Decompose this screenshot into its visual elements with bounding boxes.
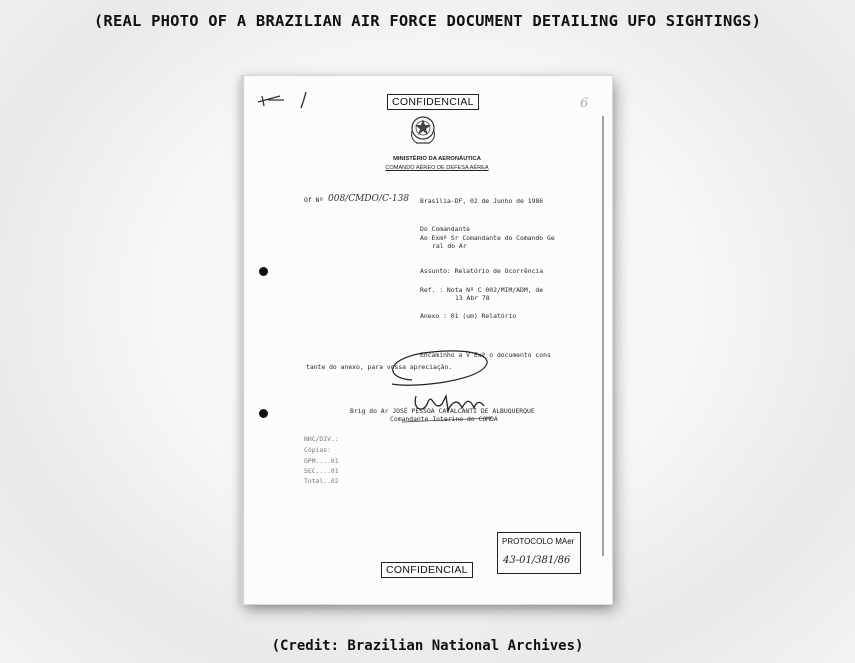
from-line: Do Comandante: [420, 225, 471, 233]
reference-prefix: Of Nº: [304, 196, 324, 204]
command-heading: COMANDO AÉREO DE DEFESA AÉREA: [385, 165, 489, 171]
ministry-heading: MINISTÉRIO DA AERONÁUTICA: [393, 156, 481, 162]
document-page: [242, 76, 612, 604]
to-line-1: Ao Exmº Sr Comandante do Comando Ge: [420, 234, 555, 242]
protocol-label: PROTOCOLO MAer: [502, 537, 575, 546]
punch-hole-icon: [259, 409, 268, 418]
credit-caption: (Credit: Brazilian National Archives): [271, 638, 584, 654]
to-line-2: ral do Ar: [432, 242, 467, 250]
distribution-item: GPM....01: [304, 457, 339, 465]
protocol-number: 43-01/381/86: [503, 555, 571, 566]
punch-hole-icon: [259, 267, 268, 276]
page-edge-line: [602, 116, 604, 556]
body-line-1: Encaminho a V Exª o documento cons: [420, 351, 551, 359]
body-line-2: tante do anexo, para vossa apreciação.: [306, 363, 453, 371]
page-number-mark: 6: [580, 96, 589, 111]
distribution-item: SEC....01: [304, 467, 339, 475]
signatory-name: Brig do Ar JOSÉ PESSOA CAVALCANTI DE ALBUQUERQUE: [350, 407, 535, 415]
protocol-stamp: [497, 532, 581, 574]
handwritten-marks: [254, 88, 324, 110]
reference-line-2: 13 Abr 78: [455, 294, 490, 302]
page-edge-shadow: [242, 76, 245, 604]
confidential-stamp-bottom: CONFIDENCIAL: [381, 562, 473, 578]
coat-of-arms-seal: [407, 113, 439, 147]
confidential-stamp-top: CONFIDENCIAL: [387, 94, 479, 110]
subject-line: Assunto: Relatório de Ocorrência: [420, 267, 544, 275]
annex-line: Anexo : 01 (um) Relatório: [420, 312, 517, 320]
distribution-item: Total..02: [304, 477, 339, 485]
distribution-item: Cópias:: [304, 446, 331, 454]
reference-line-1: Ref. : Nota Nº C 002/MIM/ADM, de: [420, 286, 544, 294]
distribution-item: NHC/DIV.:: [304, 435, 339, 443]
place-date: Brasília-DF, 02 de Junho de 1986: [420, 197, 544, 205]
reference-number: 008/CMDO/C-138: [328, 194, 410, 204]
signatory-title: Comandante Interino do COMDA: [390, 415, 498, 423]
top-caption: (REAL PHOTO OF A BRAZILIAN AIR FORCE DOCUMENT DETAILING UFO SIGHTINGS): [93, 12, 762, 30]
